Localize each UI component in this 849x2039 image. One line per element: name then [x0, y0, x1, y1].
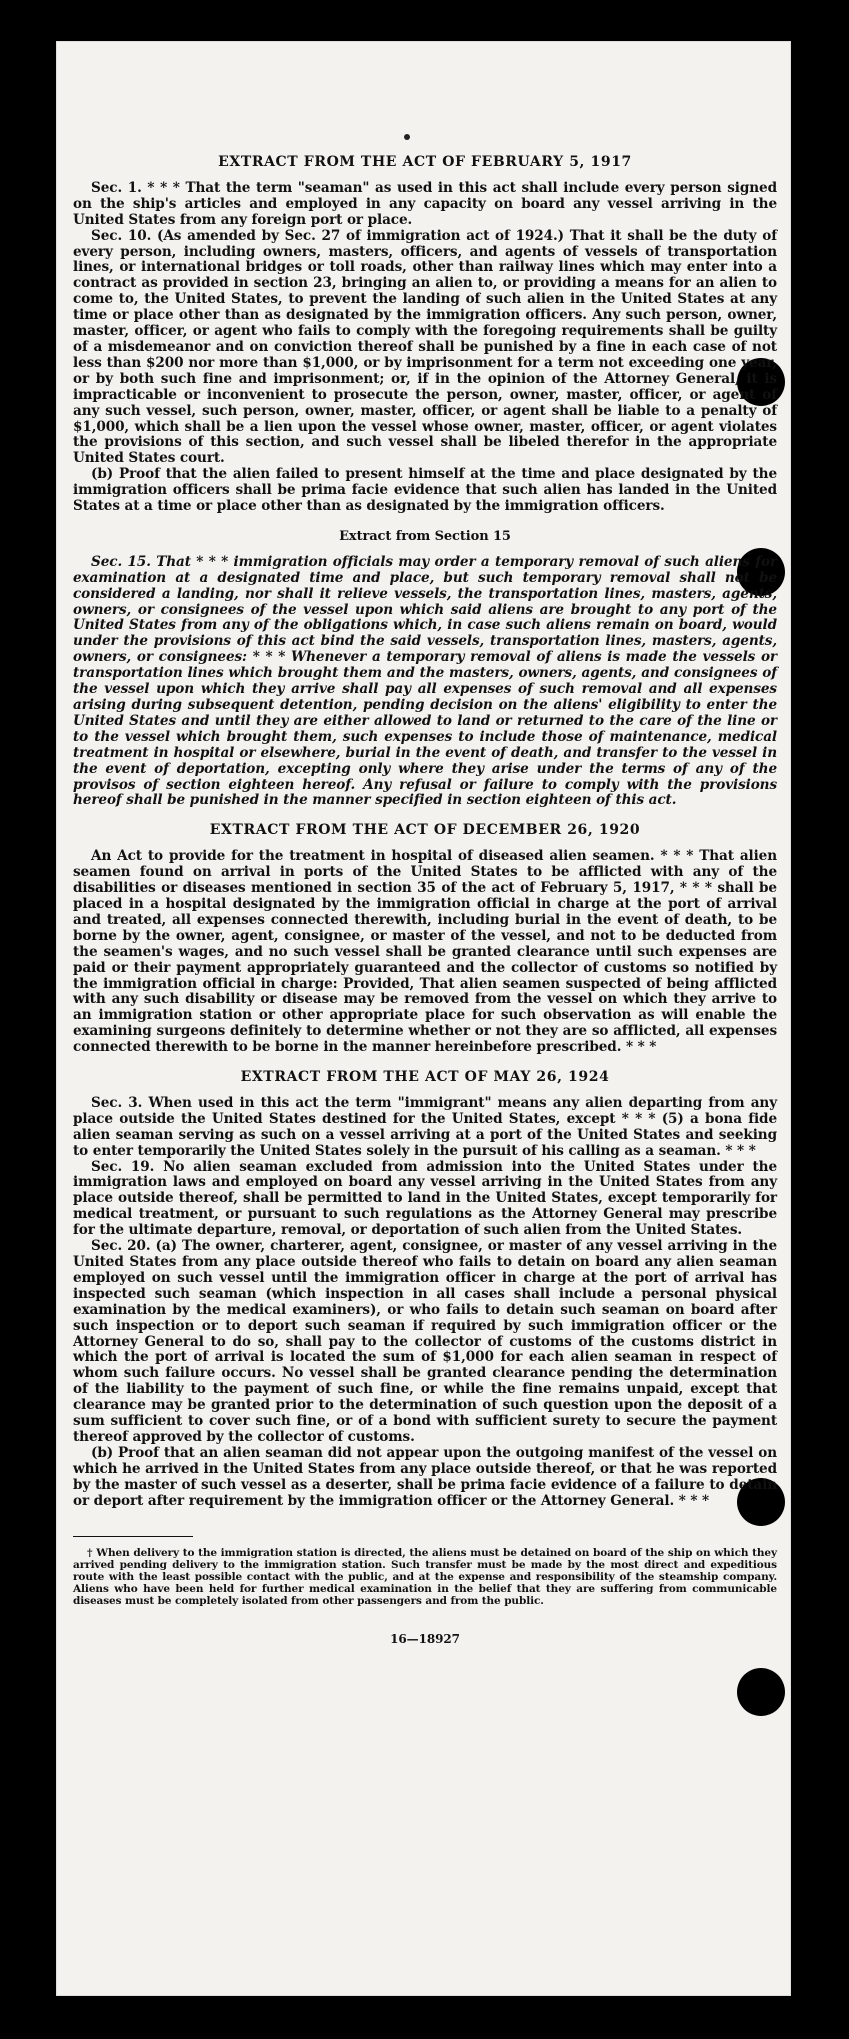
- punch-hole: [737, 1668, 785, 1716]
- paragraph-act-1920: An Act to provide for the treatment in hospital of diseased alien seamen. * * * That alien seamen found on arrival in ports of the United States to be afflicted with any of the disabilities or diseases mentioned in section 35 of the act of February 5, 1917, * * * shall be placed in a hospital designated by the immigration official in charge at the port of arrival and treated, all expenses connected therewith, including burial in the event of death, to be borne by the owner, agent, consignee, or master of the vessel, and not to be deducted from the seamen's wages, and no such vessel shall be granted clearance until such expenses are paid or their payment appropriately guaranteed and the collector of customs so notified by the immigration official in charge: Provided, That alien seamen suspected of being afflicted with any such disability or disease may be removed from the vessel on which they arrive to an immigration station or other appropriate place for such observation as will enable the examining surgeons definitely to determine whether or not they are so afflicted, all expenses connected therewith to be borne in the manner hereinbefore prescribed. * * *: [73, 848, 777, 1056]
- paragraph-sec-10b: (b) Proof that the alien failed to present himself at the time and place designated by the immigration officers shall be prima facie evidence that such alien has landed in the United States at a time or place other than as designated by the immigration officers.: [73, 466, 777, 515]
- footnote: † When delivery to the immigration station is directed, the aliens must be detained on board of the ship on which they arrived pending delivery to the immigration station. Such transfer must be made by the most direct and expeditious route with the least possible contact with the public, and at the expense and responsibility of the steamship company. Aliens who have been held for further medical examination in the belief that they are suffering from communicable diseases must be completely isolated from other passengers and from the public.: [73, 1546, 777, 1608]
- footnote-rule: [73, 1536, 193, 1537]
- document-text: [73, 155, 777, 1647]
- paragraph-sec-3: Sec. 3. When used in this act the term "immigrant" means any alien departing from any place outside the United States destined for the United States, except * * * (5) a bona fide alien seaman serving as such on a vessel arriving at a port of the United States and seeking to enter temporarily the United States solely in the pursuit of his calling as a seaman. * * *: [73, 1094, 777, 1159]
- subheading-section-15: Extract from Section 15: [339, 528, 511, 544]
- paragraph-sec-20b: (b) Proof that an alien seaman did not appear upon the outgoing manifest of the vessel on which he arrived in the United States from any place outside thereof, or that he was reported by the master of such vessel as a deserter, shall be prima facie evidence of a failure to detain or deport after requirement by the immigration officer or the Attorney General. * * *: [73, 1444, 777, 1509]
- paragraph-sec-1: Sec. 1. * * * That the term "seaman" as used in this act shall include every person signed on the ship's articles and employed in any capacity on board any vessel arriving in the United States from any foreign port or place.: [73, 179, 777, 228]
- paragraph-sec-10: Sec. 10. (As amended by Sec. 27 of immigration act of 1924.) That it shall be the duty of every person, including owners, masters, officers, and agents of vessels of transportation lines, or international bridges or toll roads, other than railway lines which may enter into a contract as provided in section 23, bringing an alien to, or providing a means for an alien to come to, the United States, to prevent the landing of such alien in the United States at any time or place other than as designated by the immigration officers. Any such person, owner, master, officer, or agent who fails to comply with the foregoing requirements shall be guilty of a misdemeanor and on conviction thereof shall be punished by a fine in each case of not less than $200 nor more than $1,000, or by imprisonment for a term not exceeding one year, or by both such fine and imprisonment; or, if in the opinion of the Attorney General, it is impracticable or inconvenient to prosecute the person, owner, master, officer, or agent of any such vessel, such person, owner, master, officer, or agent shall be liable to a penalty of $1,000, which shall be a lien upon the vessel whose owner, master, officer, or agent violates the provisions of this section, and such vessel shall be libeled therefor in the appropriate United States court.: [73, 227, 777, 467]
- paragraph-sec-20a: Sec. 20. (a) The owner, charterer, agent, consignee, or master of any vessel arriving in the United States from any place outside thereof who fails to detain on board any alien seaman employed on such vessel until the immigration officer in charge at the port of arrival has inspected such seaman (which inspection in all cases shall include a personal physical examination by the medical examiners), or who fails to detain such seaman on board after such inspection or to deport such seaman if required by such immigration officer or the Attorney General to do so, shall pay to the collector of customs of the customs district in which the port of arrival is located the sum of $1,000 for each alien seaman in respect of whom such failure occurs. No vessel shall be granted clearance pending the determination of the liability to the payment of such fine, or while the fine remains unpaid, except that clearance may be granted prior to the determination of such question upon the deposit of a sum sufficient to cover such fine, or of a bond with sufficient surety to secure the payment thereof approved by the collector of customs.: [73, 1238, 777, 1445]
- heading-act-1920: EXTRACT FROM THE ACT OF DECEMBER 26, 1920: [209, 822, 641, 839]
- heading-act-1924: EXTRACT FROM THE ACT OF MAY 26, 1924: [240, 1069, 610, 1086]
- page-number: 16—18927: [390, 1631, 460, 1646]
- paragraph-sec-15: Sec. 15. That * * * immigration officials may order a temporary removal of such aliens for examination at a designated time and place, but such temporary removal shall not be considered a landing, nor shall it relieve vessels, the transportation lines, masters, agents, owners, or consignees of the vessel upon which said aliens are brought to any port of the United States from any of the obligations which, in case such aliens remain on board, would under the provisions of this act bind the said vessels, transportation lines, masters, agents, owners, or consignees: * * * Whenever a temporary removal of aliens is made the vessels or transportation lines which brought them and the masters, owners, agents, and consignees of the vessel upon which they arrive shall pay all expenses of such removal and all expenses arising during subsequent detention, pending decision on the aliens' eligibility to enter the United States and until they are either allowed to land or returned to the care of the line or to the vessel which brought them, such expenses to include those of maintenance, medical treatment in hospital or elsewhere, burial in the event of death, and transfer to the vessel in the event of deportation, excepting only where they arise under the terms of any of the provisos of section eighteen hereof. Any refusal or failure to comply with the provisions hereof shall be punished in the manner specified in section eighteen of this act.: [73, 553, 777, 809]
- paper-speck: [404, 134, 410, 140]
- paragraph-sec-19: Sec. 19. No alien seaman excluded from admission into the United States under the immigration laws and employed on board any vessel arriving in the United States from any place outside thereof, shall be permitted to land in the United States, except temporarily for medical treatment, or pursuant to such regulations as the Attorney General may prescribe for the ultimate departure, removal, or deportation of such alien from the United States.: [73, 1158, 777, 1239]
- heading-act-1917: EXTRACT FROM THE ACT OF FEBRUARY 5, 1917: [218, 154, 632, 170]
